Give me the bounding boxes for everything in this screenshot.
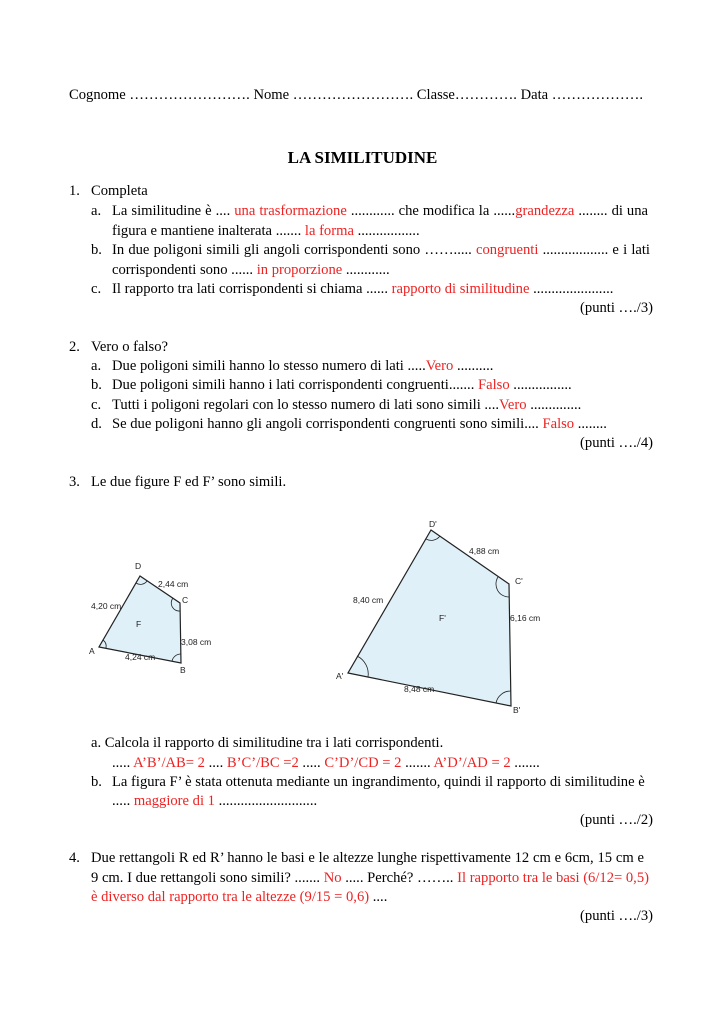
text-segment: Due poligoni simili hanno lo stesso numero di lati .....: [112, 358, 426, 374]
text-segment: corrispondenti sono ......: [112, 262, 257, 278]
text-segment: Calcola il rapporto di similitudine tra i lati corrispondenti.: [104, 735, 444, 751]
question-number: 1.: [69, 183, 80, 199]
text-segment: Se due poligoni hanno gli angoli corrispondenti congruenti sono simili....: [112, 416, 543, 432]
side-label: 4,88 cm: [469, 546, 500, 556]
text-segment: .................. e i lati: [538, 242, 650, 258]
question-number: 4.: [69, 850, 80, 866]
q4-line1: Due rettangoli R ed R’ hanno le basi e le altezze lunghe rispettivamente 12 cm e 6cm, 15 cm e: [91, 850, 644, 866]
side-label: 3,08 cm: [181, 637, 212, 647]
text-segment: ....: [204, 755, 227, 771]
figure-f: [89, 561, 211, 675]
answer: in proporzione: [256, 262, 343, 278]
answer: grandezza: [515, 203, 575, 219]
item-letter: a.: [91, 203, 102, 219]
answer: A’D’/AD = 2: [433, 755, 511, 771]
q4-line2: [91, 868, 649, 888]
vertex-label: B: [180, 665, 186, 675]
side-label: 4,20 cm: [91, 601, 122, 611]
figure-label: F': [439, 613, 446, 623]
text-segment: ........ di una: [574, 203, 648, 219]
text-segment: Le due figure F ed F’ sono simili.: [91, 474, 287, 490]
text-segment: In due poligoni simili gli angoli corrispondenti sono …….....: [112, 242, 476, 258]
q3a-line2: [112, 753, 540, 773]
text-segment: 9 cm. I due rettangoli sono simili? .......: [91, 870, 324, 886]
text-segment: ....: [369, 889, 388, 905]
vertex-label: D': [429, 519, 437, 529]
answer: Falso: [542, 416, 575, 432]
text-segment: 3.: [69, 474, 80, 490]
text-segment: figura e mantiene inalterata .......: [112, 223, 305, 239]
page-title: LA SIMILITUDINE: [287, 148, 438, 167]
item-letter: b.: [91, 774, 102, 790]
text-segment: Il rapporto tra lati corrispondenti si chiama ......: [112, 281, 392, 297]
side-label: 4,24 cm: [125, 652, 156, 662]
text-segment: ................: [509, 377, 572, 393]
side-label: 8,40 cm: [353, 595, 384, 605]
text-segment: d.: [91, 416, 102, 432]
text-segment: .....: [298, 755, 325, 771]
answer: C’D’/CD = 2: [324, 755, 402, 771]
points: (punti …./2): [580, 812, 653, 828]
text-segment: a.: [91, 358, 102, 374]
answer: Falso: [478, 377, 510, 393]
text-segment: a.: [91, 735, 102, 751]
answer: maggiore di 1: [133, 793, 215, 809]
answer: A’B’/AB= 2: [133, 755, 205, 771]
answer: una trasformazione: [234, 203, 347, 219]
answer: la forma: [304, 223, 354, 239]
vertex-label: D: [135, 561, 142, 571]
text-segment: .......: [510, 755, 540, 771]
text-segment: ............: [342, 262, 390, 278]
text-segment: ......................: [529, 281, 614, 297]
vertex-label: C': [515, 576, 523, 586]
answer: No: [323, 870, 342, 886]
text-segment: La similitudine è ....: [112, 203, 235, 219]
side-label: 8,48 cm: [404, 684, 435, 694]
text-segment: .................: [353, 223, 420, 239]
text-segment: ........: [574, 416, 607, 432]
item-letter: c.: [91, 281, 102, 297]
points: (punti …./4): [580, 435, 653, 451]
item-letter: b.: [91, 242, 102, 258]
q3b-line1: La figura F’ è stata ottenuta mediante un ingrandimento, quindi il rapporto di similitudine è: [112, 774, 645, 790]
points: (punti …./3): [580, 300, 653, 316]
text-segment: Vero o falso?: [91, 339, 168, 355]
text-segment: ..............: [526, 397, 582, 413]
text-segment: 2.: [69, 339, 80, 355]
answer: Il rapporto tra le basi (6/12= 0,5): [457, 870, 649, 886]
side-label: 6,16 cm: [510, 613, 541, 623]
text-segment: .....: [112, 755, 134, 771]
text-segment: .......: [401, 755, 434, 771]
side-label: 2,44 cm: [158, 579, 189, 589]
q3a-line1: [91, 733, 443, 753]
vertex-label: B': [513, 705, 521, 715]
text-segment: c.: [91, 397, 102, 413]
answer: Vero: [425, 358, 454, 374]
vertex-label: A': [336, 671, 344, 681]
text-segment: ............ che modifica la ......: [346, 203, 516, 219]
vertex-label: A: [89, 646, 95, 656]
text-segment: Due poligoni simili hanno i lati corrispondenti congruenti.......: [112, 377, 479, 393]
answer: congruenti: [475, 242, 539, 258]
figure-f-prime: [336, 519, 540, 715]
answer: è diverso dal rapporto tra le altezze (9/15 = 0,6): [91, 889, 370, 905]
answer: Vero: [499, 397, 527, 413]
q3b-line2: [112, 791, 317, 811]
question-title: Completa: [91, 183, 148, 199]
student-info-line: Cognome ……………………. Nome ……………………. Classe…………. Data ……………….: [69, 87, 643, 103]
figure-label: F: [136, 619, 142, 629]
vertex-label: C: [182, 595, 189, 605]
text-segment: ..........: [453, 358, 494, 374]
points: (punti …./3): [580, 908, 653, 924]
text-segment: ..... Perché? ……..: [341, 870, 458, 886]
text-segment: b.: [91, 377, 102, 393]
answer: B’C’/BC =2: [226, 755, 299, 771]
text-segment: Tutti i poligoni regolari con lo stesso numero di lati sono simili ....: [112, 397, 499, 413]
text-segment: .....: [112, 793, 134, 809]
answer: rapporto di similitudine: [391, 281, 530, 297]
text-segment: ...........................: [214, 793, 318, 809]
q4-line3: [91, 887, 387, 907]
